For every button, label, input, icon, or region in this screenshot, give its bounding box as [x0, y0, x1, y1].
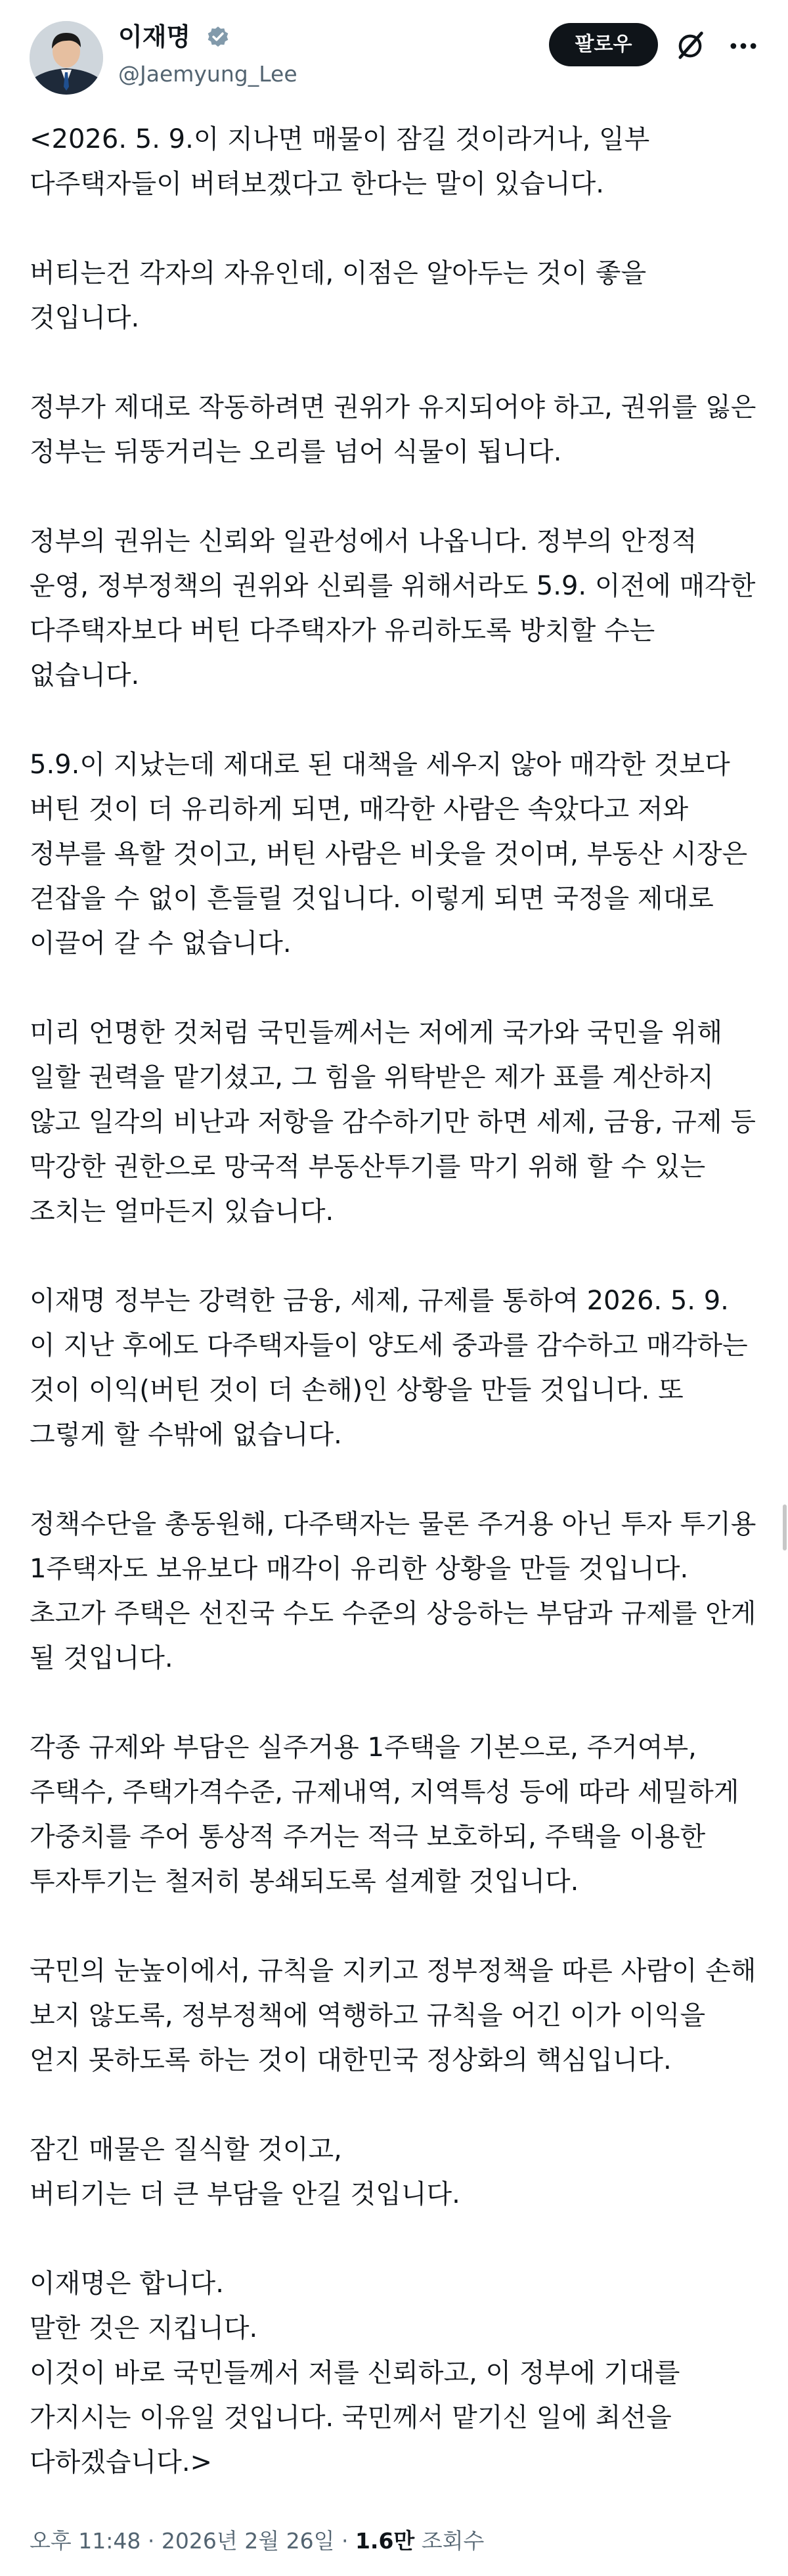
- verified-badge-icon: [206, 25, 230, 50]
- tweet-paragraph: 국민의 눈높이에서, 규칙을 지키고 정부정책을 따른 사람이 손해 보지 않도록, 정부정책에 역행하고 규칙을 어긴 이가 이익을 얻지 못하도록 하는 것이 대한민국 정상화의 핵심입니다.: [30, 1956, 765, 2075]
- tweet-paragraph: 각종 규제와 부담은 실주거용 1주택을 기본으로, 주거여부, 주택수, 주택가격수준, 규제내역, 지역특성 등에 따라 세밀하게 가중치를 주어 통상적 주거는 적극 보호하되, 주택을 이용한 투자투기는 철저히 봉쇄되도록 설계할 것입니다.: [30, 1732, 748, 1897]
- tweet-paragraph: 이재명 정부는 강력한 금융, 세제, 규제를 통하여 2026. 5. 9. 이 지난 후에도 다주택자들이 양도세 중과를 감수하고 매각하는 것이 이익(버틴 것이 더 손해)인 상황을 만들 것입니다. 또 그렇게 할 수밖에 없습니다.: [30, 1286, 756, 1450]
- tweet-time[interactable]: 오후 11:48: [30, 2528, 141, 2554]
- tweet-paragraph: 미리 언명한 것처럼 국민들께서는 저에게 국가와 국민을 위해 일할 권력을 맡기셨고, 그 힘을 위탁받은 제가 표를 계산하지 않고 일각의 비난과 저항을 감수하기만 하면 세제, 금융, 규제 등 막강한 권한으로 망국적 부동산투기를 막기 위해 할 수 있는 조치는 얼마든지 있습니다.: [30, 1018, 764, 1227]
- tweet-paragraph: 이재명은 합니다. 말한 것은 지킵니다. 이것이 바로 국민들께서 저를 신뢰하고, 이 정부에 기대를 가지시는 이유일 것입니다. 국민께서 맡기신 일에 최선을 다하겠습니다.>: [30, 2269, 680, 2477]
- avatar-photo: [30, 21, 103, 95]
- author-handle[interactable]: @Jaemyung_Lee: [118, 61, 297, 87]
- meta-separator: ·: [341, 2528, 349, 2554]
- tweet-text: [30, 117, 765, 2529]
- avatar[interactable]: [30, 21, 103, 95]
- tweet-paragraph: 5.9.이 지났는데 제대로 된 대책을 세우지 않아 매각한 것보다 버틴 것이 더 유리하게 되면, 매각한 사람은 속았다고 저와 정부를 욕할 것이고, 버틴 사람은 비웃을 것이며, 부동산 시장은 걷잡을 수 없이 흔들릴 것입니다. 이렇게 되면 국정을 제대로 이끌어 갈 수 없습니다.: [30, 750, 756, 959]
- tweet-paragraph: 버티는건 각자의 자유인데, 이점은 알아두는 것이 좋을 것입니다.: [30, 258, 655, 333]
- grok-slash-icon[interactable]: [673, 29, 707, 63]
- tweet-paragraph: 정부가 제대로 작동하려면 권위가 유지되어야 하고, 권위를 잃은 정부는 뒤뚱거리는 오리를 넘어 식물이 됩니다.: [30, 392, 765, 467]
- scrollbar-thumb[interactable]: [783, 1504, 787, 1550]
- tweet-paragraph: <2026. 5. 9.이 지나면 매물이 잠길 것이라거나, 일부 다주택자들이 버텨보겠다고 한다는 말이 있습니다.: [30, 124, 659, 199]
- author-name[interactable]: 이재명: [118, 22, 191, 51]
- tweet-paragraph: 정책수단을 총동원해, 다주택자는 물론 주거용 아닌 투자 투기용 1주택자도 보유보다 매각이 유리한 상황을 만들 것입니다. 초고가 주택은 선진국 수도 수준의 상응하는 부담과 규제를 안게 될 것입니다.: [30, 1509, 765, 1673]
- more-icon[interactable]: [726, 29, 760, 63]
- meta-separator: ·: [147, 2528, 155, 2554]
- tweet-header: [0, 0, 788, 99]
- views-count[interactable]: 1.6만: [355, 2528, 415, 2554]
- tweet-paragraph: 잠긴 매물은 질식할 것이고, 버티기는 더 큰 부담을 안길 것입니다.: [30, 2135, 460, 2209]
- follow-button[interactable]: 팔로우: [549, 23, 658, 66]
- tweet-paragraph: 정부의 권위는 신뢰와 일관성에서 나옵니다. 정부의 안정적 운영, 정부정책의 권위와 신뢰를 위해서라도 5.9. 이전에 매각한 다주택자보다 버틴 다주택자가 유리하도록 방치할 수는 없습니다.: [30, 526, 764, 690]
- views-label: 조회수: [421, 2528, 485, 2554]
- tweet-meta: [30, 2521, 484, 2561]
- tweet-date[interactable]: 2026년 2월 26일: [161, 2528, 335, 2554]
